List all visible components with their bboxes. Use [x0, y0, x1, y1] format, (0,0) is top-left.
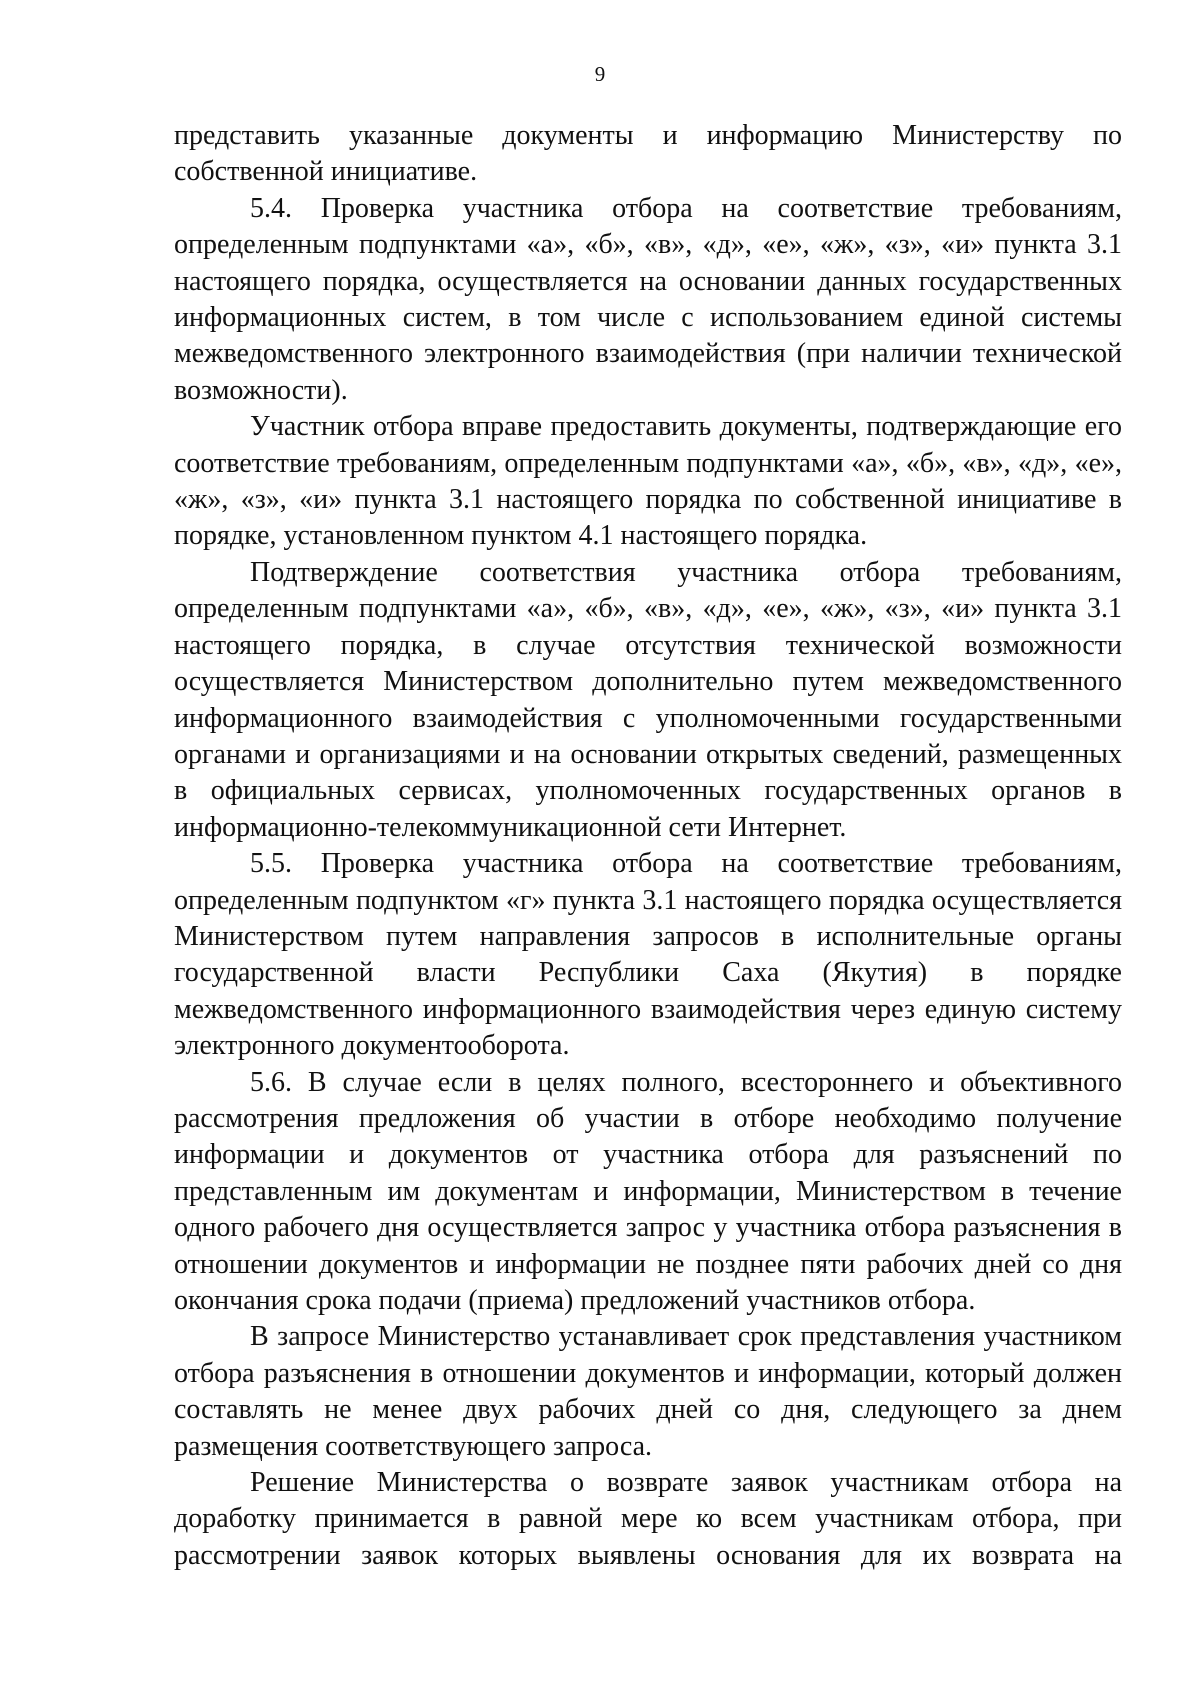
paragraph-continuation: представить указанные документы и информацию Министерству по собственной инициативе. [174, 120, 1122, 188]
paragraph-5-5: 5.5. Проверка участника отбора на соответствие требованиям, определенным подпунктом «г» пункта 3.1 настоящего порядка осуществляется Министерством путем направления запросов в исполнительные органы государственной власти Республики Саха (Якутия) в порядке межведомственного информационного взаимодействия через единую систему электронного документооборота. [174, 848, 1122, 1062]
document-body [174, 118, 1122, 1574]
paragraph-participant-right: Участник отбора вправе предоставить документы, подтверждающие его соответствие требованиям, определенным подпунктами «а», «б», «в», «д», «е», «ж», «з», «и» пункта 3.1 настоящего порядка по собственной инициативе в порядке, установленном пунктом 4.1 настоящего порядка. [174, 411, 1122, 552]
paragraph-confirmation: Подтверждение соответствия участника отбора требованиям, определенным подпунктами «а», «б», «в», «д», «е», «ж», «з», «и» пункта 3.1 настоящего порядка, в случае отсутствия технической возможности осуществляется Министерством дополнительно путем межведомственного информационного взаимодействия с уполномоченными государственными органами и организациями и на основании открытых сведений, размещенных в официальных сервисах, уполномоченных государственных органов в информационно-телекоммуникационной сети Интернет. [174, 556, 1122, 843]
page-number: 9 [594, 62, 606, 86]
paragraph-return-decision: Решение Министерства о возврате заявок участникам отбора на доработку принимается в равной мере ко всем участникам отбора, при рассмотрении заявок которых выявлены основания для их возврата на [174, 1467, 1122, 1571]
paragraph-5-4: 5.4. Проверка участника отбора на соответствие требованиям, определенным подпунктами «а», «б», «в», «д», «е», «ж», «з», «и» пункта 3.1 настоящего порядка, осуществляется на основании данных государственных информационных систем, в том числе с использованием единой системы межведомственного электронного взаимодействия (при наличии технической возможности). [174, 192, 1122, 406]
paragraph-request-deadline: В запросе Министерство устанавливает срок представления участником отбора разъяснения в отношении документов и информации, который должен составлять не менее двух рабочих дней со дня, следующего за днем размещения соответствующего запроса. [174, 1321, 1122, 1462]
paragraph-5-6: 5.6. В случае если в целях полного, всестороннего и объективного рассмотрения предложения об участии в отборе необходимо получение информации и документов от участника отбора для разъяснений по представленным им документам и информации, Министерством в течение одного рабочего дня осуществляется запрос у участника отбора разъяснения в отношении документов и информации не позднее пяти рабочих дней со дня окончания срока подачи (приема) предложений участников отбора. [174, 1066, 1122, 1316]
